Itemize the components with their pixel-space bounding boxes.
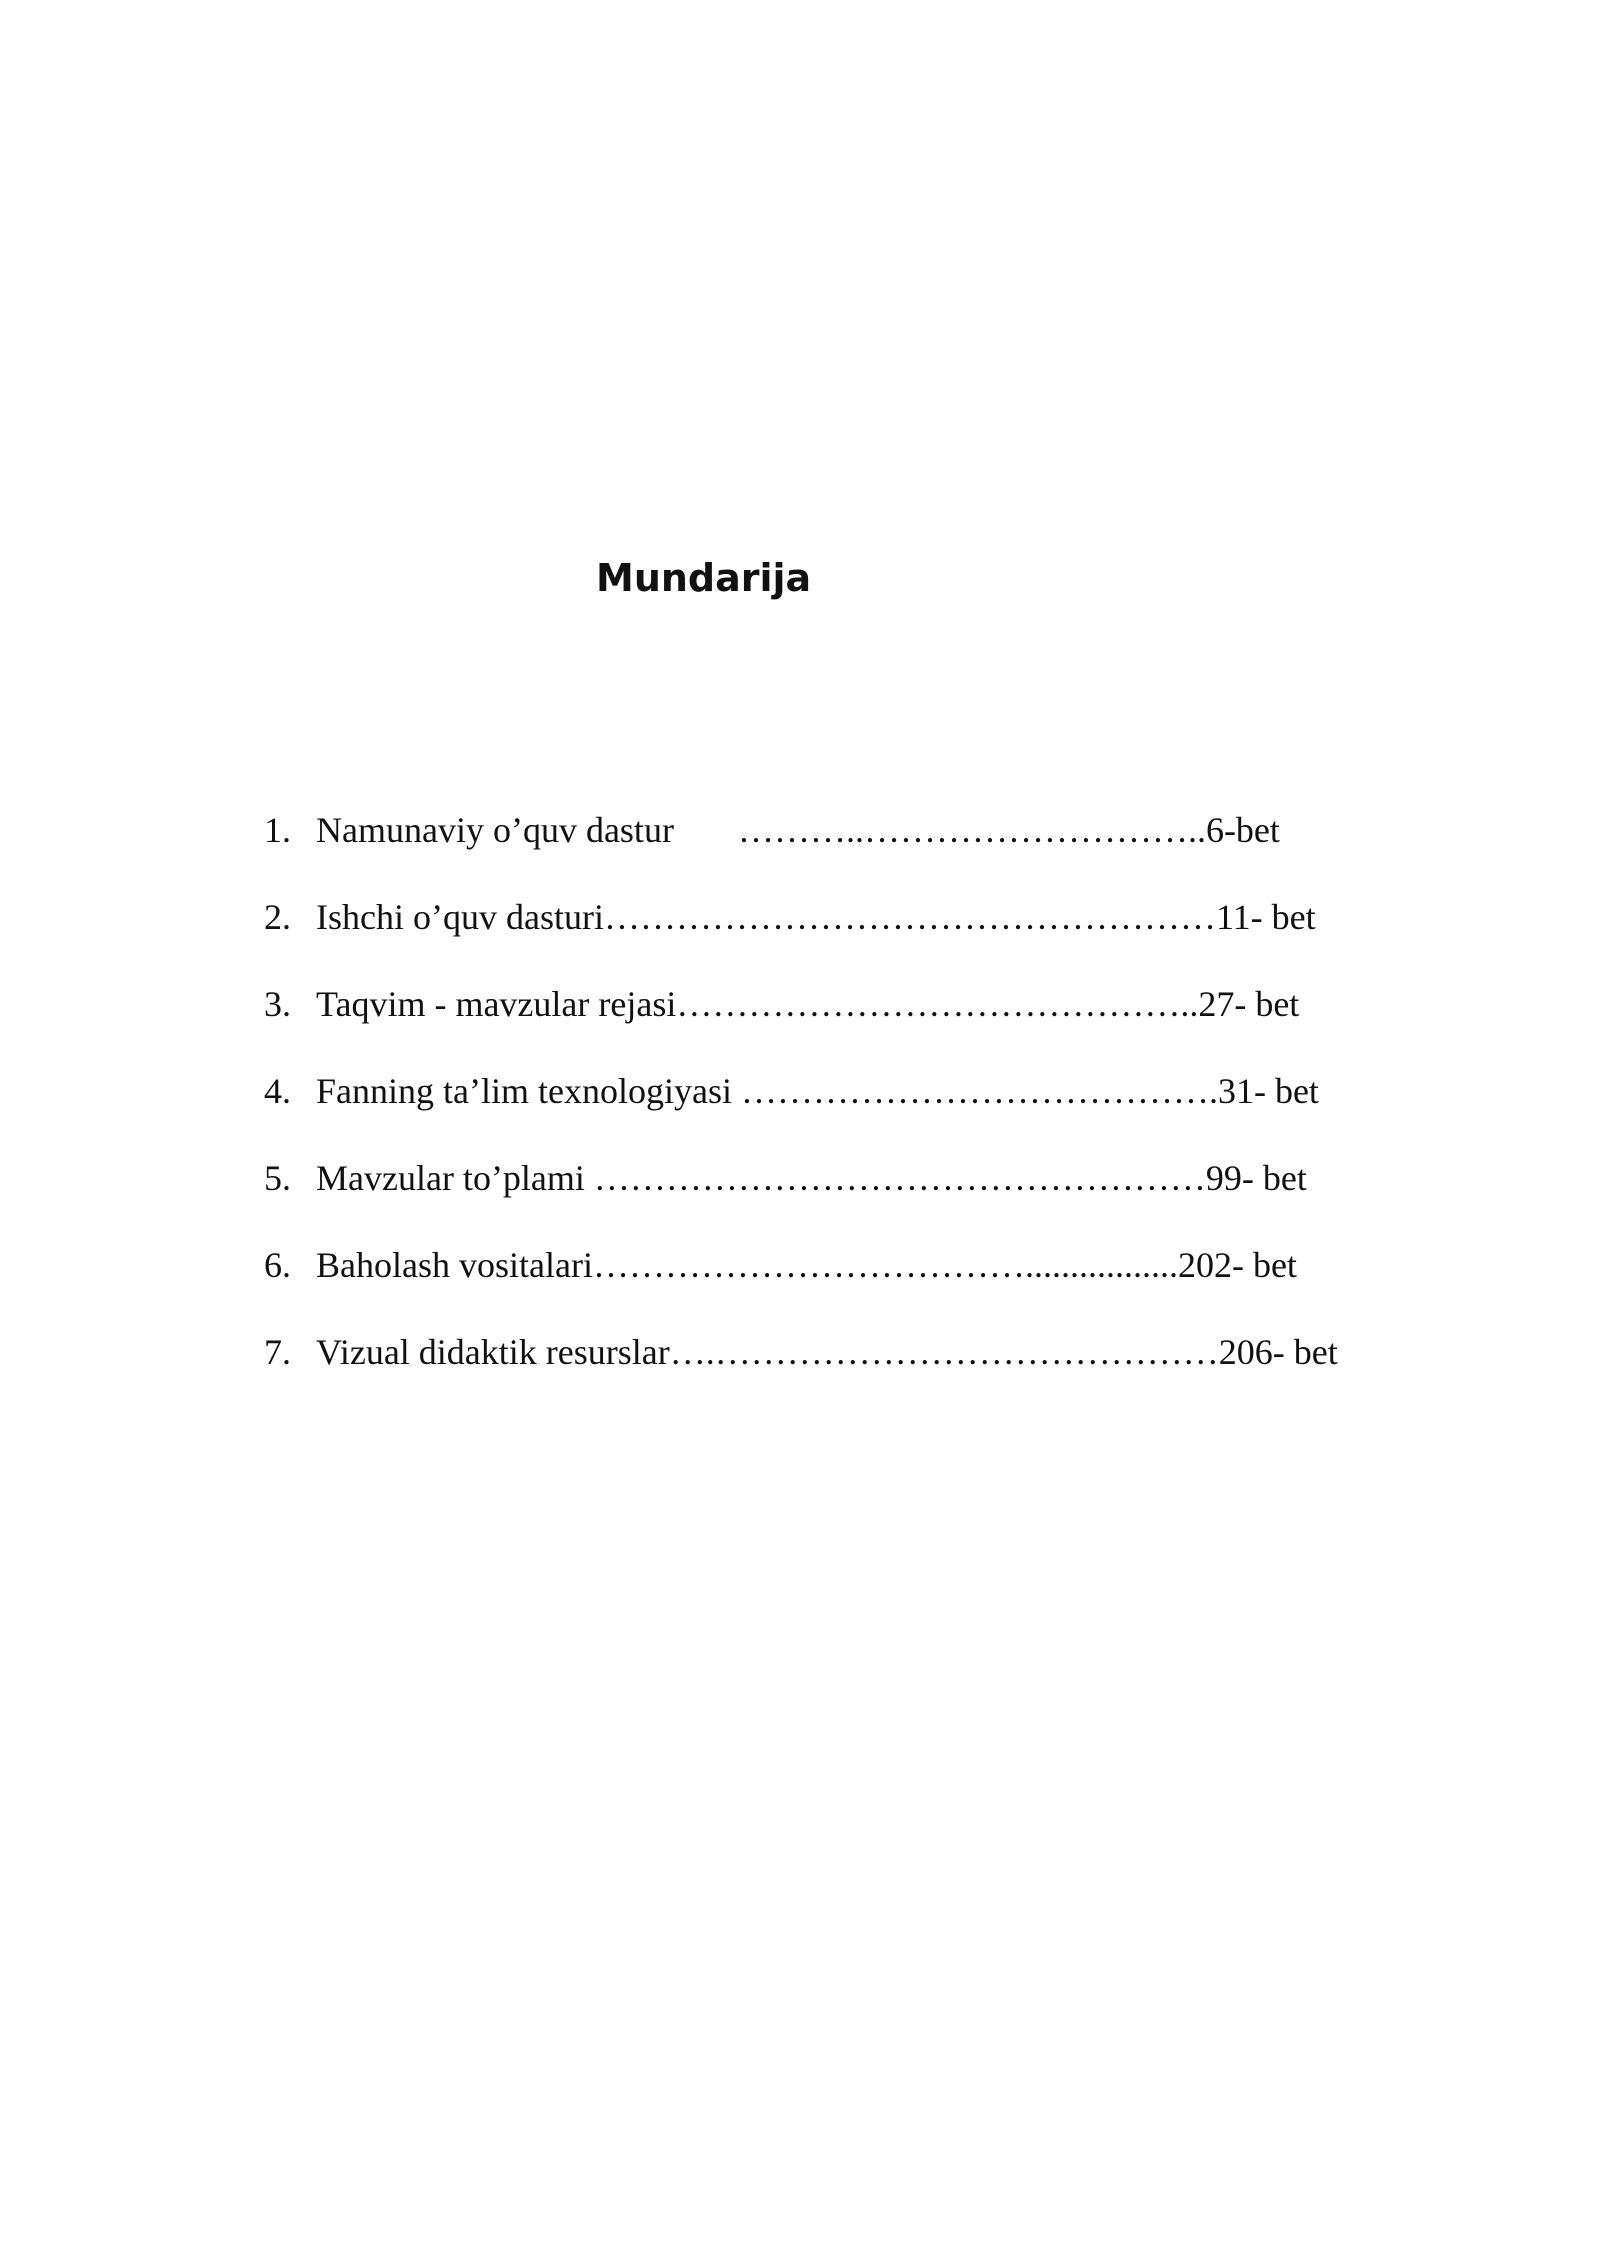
toc-item-page: 99- bet <box>1205 1158 1307 1198</box>
toc-item-page: 6-bet <box>1205 810 1280 850</box>
toc-item-number: 3. <box>264 984 291 1024</box>
toc-item-label: Mavzular to’plami <box>316 1158 594 1198</box>
toc-item-page: 31- bet <box>1217 1071 1319 1111</box>
toc-item-leader: ………..……………………….. <box>737 810 1206 850</box>
toc-item-2 <box>264 887 1424 974</box>
toc-item-leader: ….…………………………………… <box>669 1332 1219 1372</box>
toc-item-leader: …………………………………….. <box>676 984 1199 1024</box>
toc-item-page: 11- bet <box>1215 897 1316 937</box>
toc-item-label: Taqvim - mavzular rejasi <box>316 984 677 1024</box>
toc-item-4 <box>264 1061 1424 1148</box>
toc-item-number: 1. <box>264 810 291 850</box>
toc-item-6 <box>264 1235 1424 1322</box>
toc-item-label: Fanning ta’lim texnologiyasi <box>316 1071 741 1111</box>
toc-item-1 <box>264 800 1424 887</box>
toc-item-5 <box>264 1148 1424 1235</box>
toc-item-page: 27- bet <box>1198 984 1300 1024</box>
toc-item-number: 2. <box>264 897 291 937</box>
toc-item-3 <box>264 974 1424 1061</box>
toc-item-number: 4. <box>264 1071 291 1111</box>
toc-item-label: Ishchi o’quv dasturi <box>316 897 604 937</box>
toc-item-number: 6. <box>264 1245 291 1285</box>
toc-item-page: 202- bet <box>1177 1245 1297 1285</box>
toc-item-7 <box>264 1322 1424 1409</box>
toc-item-label: Vizual didaktik resurslar <box>316 1332 670 1372</box>
toc-item-leader: ………………………………................. <box>592 1245 1178 1285</box>
toc-item-leader: …………………………………………… <box>593 1158 1206 1198</box>
toc-list <box>264 800 1424 1409</box>
toc-item-leader: …………………………………. <box>740 1071 1218 1111</box>
toc-item-label: Baholash vositalari <box>316 1245 593 1285</box>
toc-item-number: 5. <box>264 1158 291 1198</box>
toc-title: Mundarija <box>596 556 812 600</box>
toc-item-label: Namunaviy o’quv dastur <box>316 810 674 850</box>
toc-item-page: 206- bet <box>1218 1332 1338 1372</box>
toc-item-number: 7. <box>264 1332 291 1372</box>
toc-item-leader: …………………………………………… <box>603 897 1216 937</box>
